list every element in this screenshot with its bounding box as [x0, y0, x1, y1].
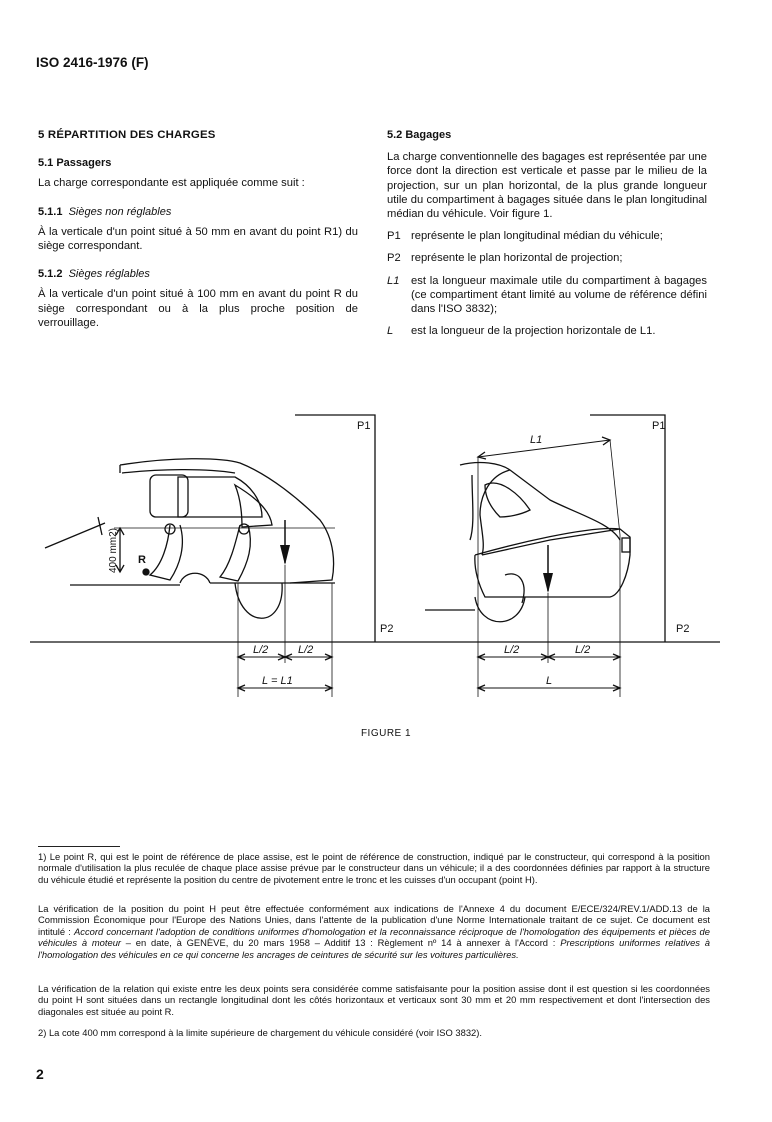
right-p1-label: P1 [652, 420, 666, 432]
def-p2-term: P2 [387, 252, 401, 265]
left-window-2 [178, 477, 262, 517]
s511-title: Sièges non réglables [68, 205, 172, 218]
footnote-1b-italic-2: Prescriptions uniformes relatives à l'homologation des véhicules en ce qui concerne les ancrages de ceintures de sécurité sur les voitures particulières. [38, 937, 710, 960]
def-p1-text: représente le plan longitudinal médian du véhicule; [411, 230, 663, 243]
left-half-label-2: L/2 [298, 644, 314, 656]
s512-title: Sièges réglables [68, 268, 150, 281]
right-l1-label: L1 [530, 434, 543, 446]
right-half-label-2: L/2 [575, 644, 591, 656]
left-column [38, 128, 358, 338]
s511-num: 5.1.1 [38, 205, 63, 218]
right-car-roof [460, 463, 620, 540]
s511-text: À la verticale d'un point situé à 50 mm en avant du point R1) du siège correspondant. [38, 225, 358, 253]
footnote-1b-italic-1: Accord concernant l'adoption de conditions uniformes d'homologation et la reconnaissance réciproque de l'homologation des équipements et pièces de véhicules à moteur [38, 925, 710, 949]
right-column [387, 128, 707, 346]
footnote-1b-mid: – en date, à GENÈVE, du 20 mars 1958 – Additif 13 : Règlement nº 14 à annexer à l'Accord : [121, 937, 561, 949]
s511-heading [38, 205, 358, 219]
document-id: ISO 2416-1976 (F) [36, 55, 149, 70]
s512-heading [38, 267, 358, 281]
right-half-label-1: L/2 [504, 644, 520, 656]
left-window-1 [150, 475, 188, 517]
def-l-term: L [387, 325, 394, 338]
s52-text: La charge conventionnelle des bagages est représentée par une force dont la direction est verticale et passe par le milieu de la projection, sur un plan horizontal, de la plus grande longueur utile du compartiment à bagages située dans le plan longitudinal médian du véhicule. Voir figure 1. [387, 151, 707, 221]
footnote-2: 2) La cote 400 mm correspond à la limite supérieure de chargement du véhicule considéré (voir ISO 3832). [38, 1027, 482, 1038]
footnote-1b-start: La vérification de la position du point H peut être effectuée conformément aux indications de l'Annexe 4 du document E/ECE/324/REV.1/ADD.13 de la Commission Économique pour l'Europe des Nations Unies, dans l'attente de la publication d'une Norme Internationale traitant de ce sujet. Ce document est intitulé : [38, 903, 710, 937]
def-p1 [387, 229, 707, 243]
figure-caption: FIGURE 1 [360, 728, 412, 739]
right-car-body [475, 528, 630, 597]
def-l-text: est la longueur de la projection horizontale de L1. [411, 325, 656, 338]
def-l [387, 324, 707, 338]
s512-text: À la verticale d'un point situé à 100 mm en avant du point R du siège correspondant ou à la plus proche position de verrouillage. [38, 288, 358, 329]
s52-title: 5.2 Bagages [387, 129, 452, 141]
footnote-1b [38, 903, 710, 960]
label-r: R [138, 554, 146, 566]
page-number: 2 [36, 1066, 44, 1082]
def-l1-text: est la longueur maximale utile du compartiment à bagages (ce compartiment étant limité au volume de référence défini dans l'ISO 3832); [411, 274, 707, 316]
s51-text: La charge correspondante est appliquée comme suit : [38, 177, 305, 190]
footnote-1: 1) Le point R, qui est le point de référence de place assise, est le point de référence de construction, indiqué par le constructeur, qui correspond à la position normale d'utilisation la plus reculée de chaque place assise prévue par le constructeur dans un véhicule; il a des coordonnées définies par rapport à la structure du véhicule étudié et représente la position du centre de pivotement entre le tronc et les cuisses d'un occupant (point H). [38, 851, 710, 885]
def-l1-term: L1 [387, 274, 400, 287]
left-seat-front [150, 525, 182, 580]
s51-title: 5.1 Passagers [38, 157, 112, 170]
def-p2 [387, 251, 707, 265]
footnote-separator [38, 846, 120, 847]
right-l-label: L [546, 675, 553, 687]
figure-1-drawing [30, 405, 730, 705]
left-rear-wheel [235, 583, 282, 618]
section-title: 5 RÉPARTITION DES CHARGES [38, 129, 216, 141]
def-p2-text: représente le plan horizontal de projection; [411, 252, 623, 265]
def-l1 [387, 274, 707, 317]
s512-num: 5.1.2 [38, 268, 63, 281]
left-half-label-1: L/2 [253, 644, 269, 656]
left-p2-label: P2 [380, 623, 394, 635]
left-p1-plane [295, 415, 375, 642]
left-p1-label: P1 [357, 420, 371, 432]
right-p2-label: P2 [676, 623, 690, 635]
right-window-1 [485, 483, 530, 517]
left-car [45, 415, 375, 697]
def-p1-term: P1 [387, 230, 401, 243]
right-car [425, 415, 665, 697]
footnote-1c: La vérification de la relation qui existe entre les deux points sera considérée comme satisfaisante pour la position assise dont il est question si les coordonnées du point H sont situées dans un rectangle longitudinal dont les côtés horizontaux et verticaux sont 30 mm et 20 mm respectivement et dont l'intersection des diagonales est située au point R. [38, 983, 710, 1017]
label-400mm: 400 mm2) [108, 527, 119, 573]
left-l-eq-label: L = L1 [262, 675, 293, 687]
right-wheel [475, 597, 525, 622]
